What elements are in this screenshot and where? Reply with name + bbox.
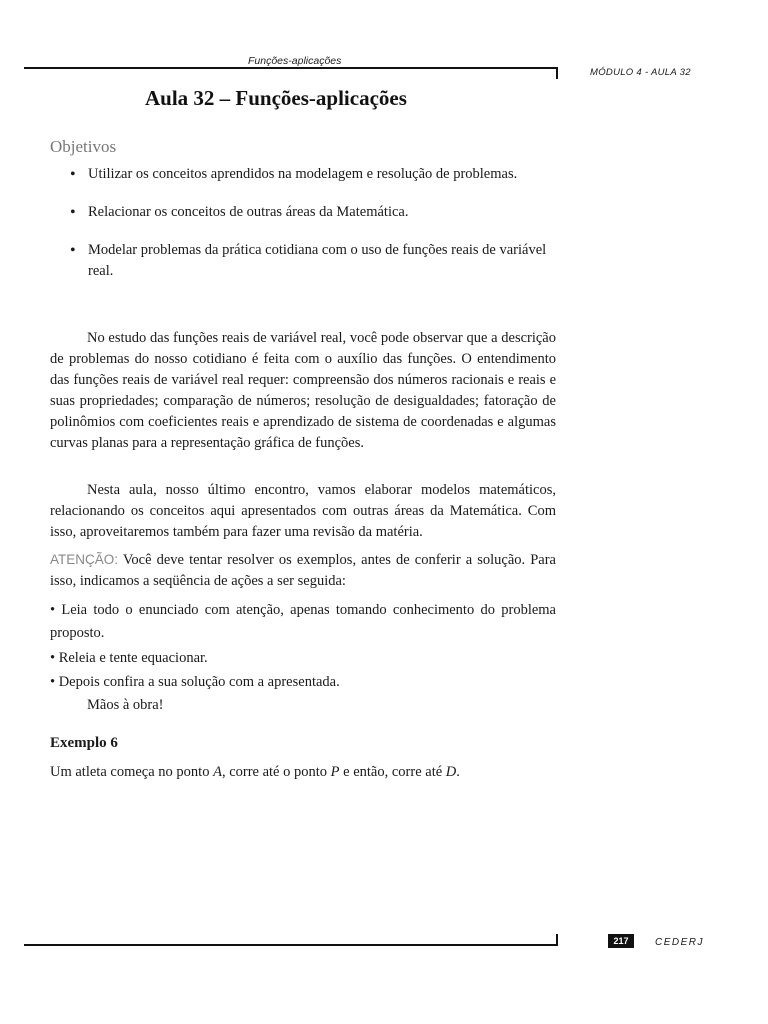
step-item: • Leia todo o enunciado com atenção, apenas tomando conhecimento do problema proposto. (50, 602, 556, 641)
point-p: P (330, 764, 340, 780)
closing-line: Mãos à obra! (87, 697, 164, 713)
objective-item: • Modelar problemas da prática cotidiana com o uso de funções reais de variável real. (70, 240, 556, 282)
page-title: Aula 32 – Funções-aplicações (145, 86, 407, 110)
header-rule-tick (556, 67, 558, 79)
example-text-part: , corre até o ponto (221, 764, 331, 780)
module-label: MÓDULO 4 - AULA 32 (590, 67, 691, 78)
running-header: Funções-aplicações (248, 55, 342, 67)
example-text (50, 764, 460, 781)
objective-item: • Utilizar os conceitos aprendidos na modelagem e resolução de problemas. (70, 164, 556, 185)
publisher-label: CEDERJ (655, 937, 705, 948)
example-text-part: e então, corre até (339, 764, 446, 780)
objectives-heading: Objetivos (50, 137, 117, 156)
example-heading: Exemplo 6 (50, 735, 118, 751)
footer-rule-tick (556, 934, 558, 946)
example-text-part: . (456, 764, 460, 780)
second-paragraph: Nesta aula, nosso último encontro, vamos elaborar modelos matemáticos, relacionando os conceitos aqui apresentados com outras áreas da Matemática. Com isso, aproveitaremos também para fazer uma revisão da matéria. (50, 482, 556, 540)
intro-paragraph: No estudo das funções reais de variável real, você pode observar que a descrição de problemas do nosso cotidiano é feita com o auxílio das funções. O entendimento das funções reais de variável real requer: compreensão dos números racionais e reais e suas propriedades; comparação de números; resolução de desigualdades; fatoração de polinômios com coeficientes reais e aprendizado de sistema de coordenadas e algumas curvas planas para a representação gráfica de funções. (50, 330, 556, 451)
point-a: A (213, 764, 222, 780)
step-item: • Depois confira a sua solução com a apresentada. (50, 674, 340, 690)
footer-rule (24, 944, 558, 946)
attention-label: ATENÇÃO: (50, 552, 119, 567)
header-rule (24, 67, 558, 69)
objectives-list (70, 164, 556, 299)
objective-item: • Relacionar os conceitos de outras áreas da Matemática. (70, 202, 556, 223)
step-item: • Releia e tente equacionar. (50, 650, 208, 666)
page-number-badge: 217 (608, 934, 634, 948)
attention-note (50, 549, 556, 592)
example-text-part: Um atleta começa no ponto (50, 764, 214, 780)
attention-text: Você deve tentar resolver os exemplos, antes de conferir a solução. Para isso, indicamos a seqüência de ações a ser seguida: (50, 552, 556, 589)
point-d: D (445, 764, 457, 780)
